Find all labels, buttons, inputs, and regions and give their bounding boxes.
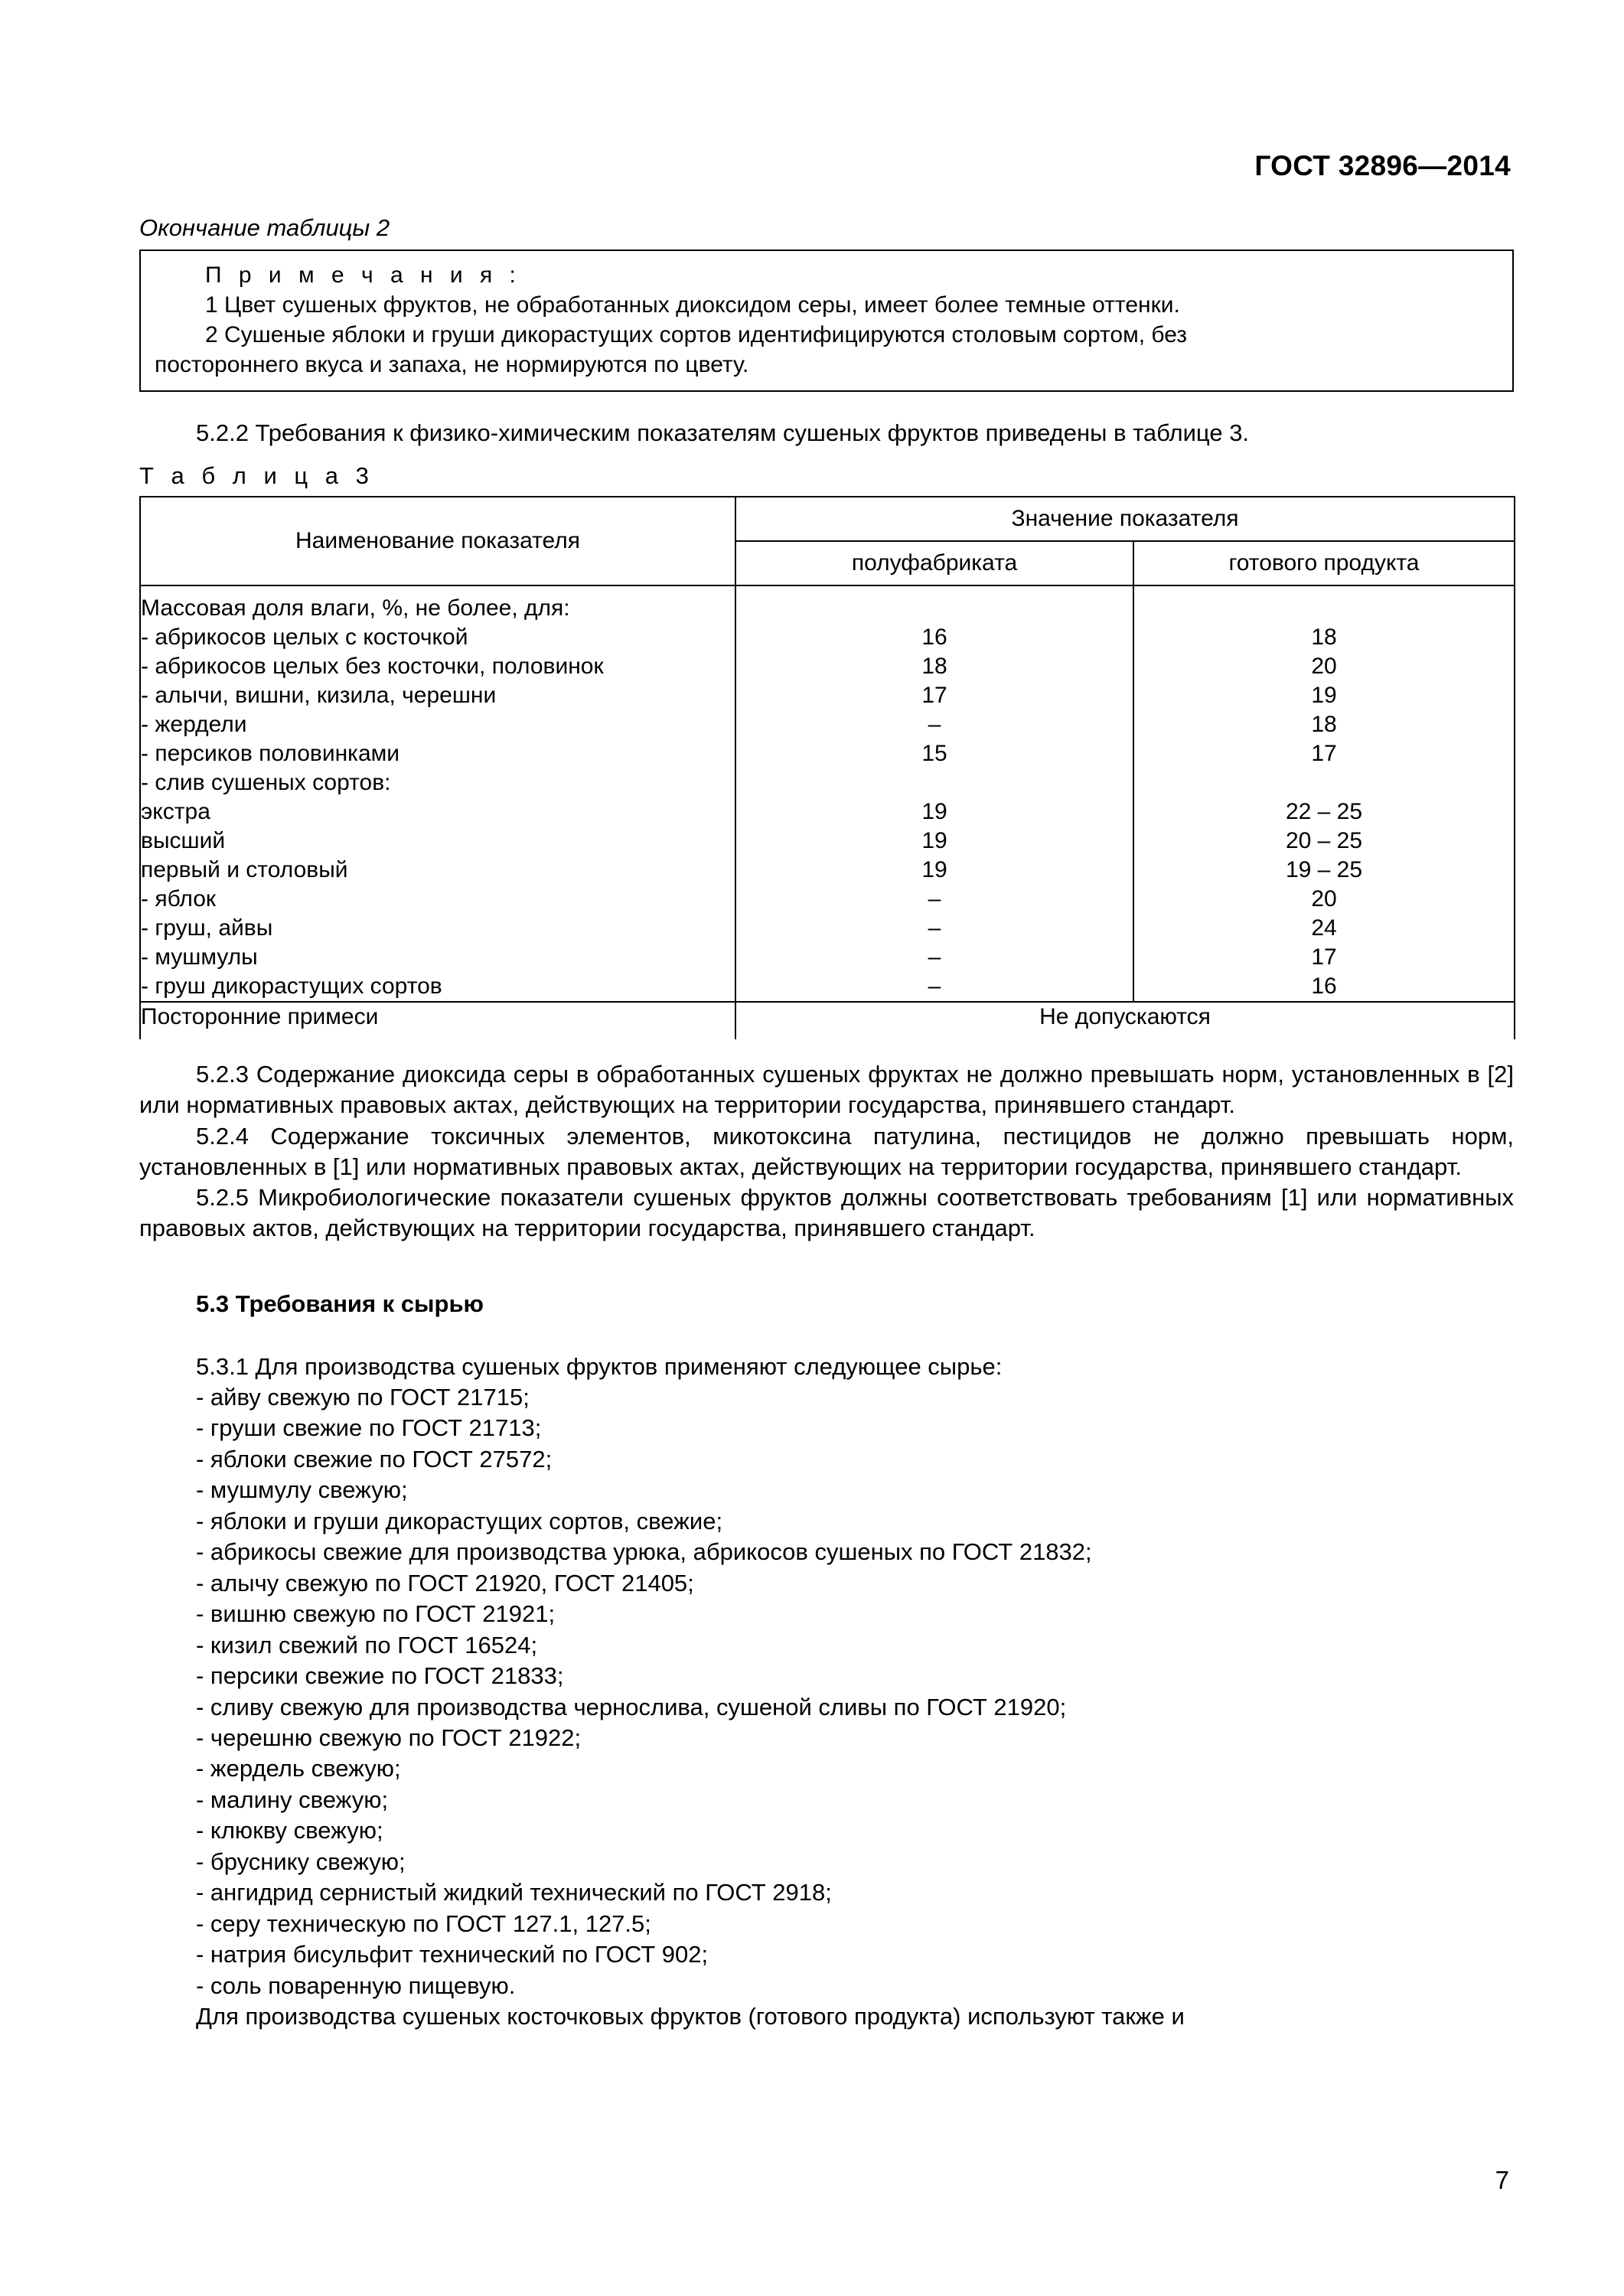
clause-5-2-5: 5.2.5 Микробиологические показатели сушеных фруктов должны соответствовать требованиям [1] или нормативных правовых актов, действующих на территории государства, принявшего стандарт.	[139, 1184, 1514, 1242]
row-semi: 18	[735, 652, 1133, 681]
row-semi: 16	[735, 623, 1133, 652]
row-name: - мушмулы	[140, 943, 735, 972]
table3-label: Т а б л и ц а 3	[139, 461, 374, 489]
list-item: - клюкву свежую;	[196, 1817, 383, 1844]
row-name: - груш, айвы	[140, 914, 735, 943]
clause-5-3-1: 5.3.1 Для производства сушеных фруктов применяют следующее сырье:	[196, 1352, 1003, 1380]
clause-5-2-3: 5.2.3 Содержание диоксида серы в обработанных сушеных фруктах не должно превышать норм, установленных в [2] или нормативных правовых актах, действующих на территории государства, принявшего стандарт.	[139, 1060, 1514, 1119]
row-semi: –	[735, 914, 1133, 943]
list-item: - сливу свежую для производства чернослива, сушеной сливы по ГОСТ 21920;	[196, 1693, 1067, 1720]
table-row	[140, 623, 1515, 652]
row-name: высший	[140, 827, 735, 856]
table-row	[140, 652, 1515, 681]
row-ready: 17	[1133, 739, 1515, 768]
table-row-impurities	[140, 1002, 1515, 1039]
table3-body	[140, 585, 1515, 1039]
note-item-2: 2 Сушеные яблоки и груши дикорастущих сортов идентифицируются столовым сортом, без	[205, 321, 1188, 347]
row-name: - яблок	[140, 885, 735, 914]
list-item: - мушмулу свежую;	[196, 1476, 408, 1504]
table3-header-row-1	[140, 497, 1515, 541]
table3-header-value-group: Значение показателя	[735, 497, 1515, 541]
clause-5-2-4: 5.2.4 Содержание токсичных элементов, микотоксина патулина, пестицидов не должно превышать норм, установленных в [1] или нормативных правовых актах, действующих на территории государства, принявшего стандарт.	[139, 1122, 1514, 1180]
table-row	[140, 914, 1515, 943]
list-item: - малину свежую;	[196, 1786, 389, 1813]
table3-header-name: Наименование показателя	[140, 497, 735, 585]
row-name: - персиков половинками	[140, 739, 735, 768]
standard-number-header: ГОСТ 32896—2014	[1254, 150, 1511, 181]
table-row	[140, 739, 1515, 768]
list-item: - яблоки свежие по ГОСТ 27572;	[196, 1445, 553, 1473]
row-ready: 17	[1133, 943, 1515, 972]
row-name: Посторонние примеси	[140, 1002, 735, 1039]
table3-header-semifinished: полуфабриката	[735, 541, 1133, 585]
row-name: - жердели	[140, 710, 735, 739]
table-row	[140, 797, 1515, 827]
row-name: Массовая доля влаги, %, не более, для:	[140, 585, 735, 623]
row-ready: 20	[1133, 885, 1515, 914]
row-span-value: Не допускаются	[735, 1002, 1515, 1039]
row-ready: 20 – 25	[1133, 827, 1515, 856]
row-semi: 17	[735, 681, 1133, 710]
row-ready: 18	[1133, 710, 1515, 739]
row-semi: –	[735, 943, 1133, 972]
row-name: - абрикосов целых с косточкой	[140, 623, 735, 652]
row-ready	[1133, 768, 1515, 797]
row-semi	[735, 585, 1133, 623]
table-row	[140, 827, 1515, 856]
list-item: - айву свежую по ГОСТ 21715;	[196, 1384, 530, 1411]
clause-5-3-1-closing: Для производства сушеных косточковых фруктов (готового продукта) используют также и	[196, 2003, 1185, 2030]
list-item: - яблоки и груши дикорастущих сортов, свежие;	[196, 1507, 723, 1534]
table-row	[140, 710, 1515, 739]
clause-5-2-2: 5.2.2 Требования к физико-химическим показателям сушеных фруктов приведены в таблице 3.	[196, 419, 1250, 446]
section-heading-5-3: 5.3 Требования к сырью	[196, 1290, 484, 1317]
row-ready: 20	[1133, 652, 1515, 681]
table-row	[140, 585, 1515, 623]
list-item: - черешню свежую по ГОСТ 21922;	[196, 1724, 582, 1751]
raw-materials-list	[139, 1382, 1514, 2001]
row-semi: –	[735, 710, 1133, 739]
row-semi: 19	[735, 797, 1133, 827]
row-ready	[1133, 585, 1515, 623]
table-row	[140, 768, 1515, 797]
row-name: экстра	[140, 797, 735, 827]
row-semi: –	[735, 885, 1133, 914]
list-item: - вишню свежую по ГОСТ 21921;	[196, 1600, 556, 1628]
row-semi: 15	[735, 739, 1133, 768]
row-name: - слив сушеных сортов:	[140, 768, 735, 797]
notes-title: П р и м е ч а н и я :	[205, 262, 521, 288]
table-row	[140, 885, 1515, 914]
table-row	[140, 972, 1515, 1002]
list-item: - кизил свежий по ГОСТ 16524;	[196, 1631, 538, 1658]
list-item: - жердель свежую;	[196, 1755, 401, 1782]
row-semi	[735, 768, 1133, 797]
row-ready: 22 – 25	[1133, 797, 1515, 827]
list-item: - бруснику свежую;	[196, 1848, 406, 1875]
note-item-2-continued: постороннего вкуса и запаха, не нормируются по цвету.	[155, 351, 749, 377]
page-number: 7	[1495, 2166, 1509, 2194]
row-semi: –	[735, 972, 1133, 1002]
row-ready: 24	[1133, 914, 1515, 943]
table-row	[140, 856, 1515, 885]
table3	[139, 496, 1515, 1039]
table-row	[140, 681, 1515, 710]
list-item: - алычу свежую по ГОСТ 21920, ГОСТ 21405;	[196, 1569, 694, 1596]
list-item: - груши свежие по ГОСТ 21713;	[196, 1414, 542, 1442]
table-row	[140, 943, 1515, 972]
list-item: - персики свежие по ГОСТ 21833;	[196, 1662, 564, 1690]
list-item: - натрия бисульфит технический по ГОСТ 902;	[196, 1941, 709, 1968]
row-ready: 18	[1133, 623, 1515, 652]
page-content	[139, 214, 1514, 2032]
row-ready: 19	[1133, 681, 1515, 710]
table3-header-finished: готового продукта	[1133, 541, 1515, 585]
row-name: - груш дикорастущих сортов	[140, 972, 735, 1002]
table3-wrapper	[139, 496, 1514, 1039]
row-ready: 16	[1133, 972, 1515, 1002]
table3-head	[140, 497, 1515, 585]
note-item-1: 1 Цвет сушеных фруктов, не обработанных диоксидом серы, имеет более темные оттенки.	[205, 292, 1180, 318]
list-item: - абрикосы свежие для производства урюка, абрикосов сушеных по ГОСТ 21832;	[196, 1538, 1092, 1566]
row-name: первый и столовый	[140, 856, 735, 885]
list-item: - соль поваренную пищевую.	[196, 1971, 516, 1999]
row-ready: 19 – 25	[1133, 856, 1515, 885]
row-name: - алычи, вишни, кизила, черешни	[140, 681, 735, 710]
row-semi: 19	[735, 827, 1133, 856]
table2-continuation-caption: Окончание таблицы 2	[139, 214, 390, 241]
table2-notes-box	[139, 249, 1514, 392]
row-semi: 19	[735, 856, 1133, 885]
row-name: - абрикосов целых без косточки, половинок	[140, 652, 735, 681]
list-item: - серу техническую по ГОСТ 127.1, 127.5;	[196, 1910, 651, 1937]
list-item: - ангидрид сернистый жидкий технический по ГОСТ 2918;	[196, 1879, 832, 1906]
